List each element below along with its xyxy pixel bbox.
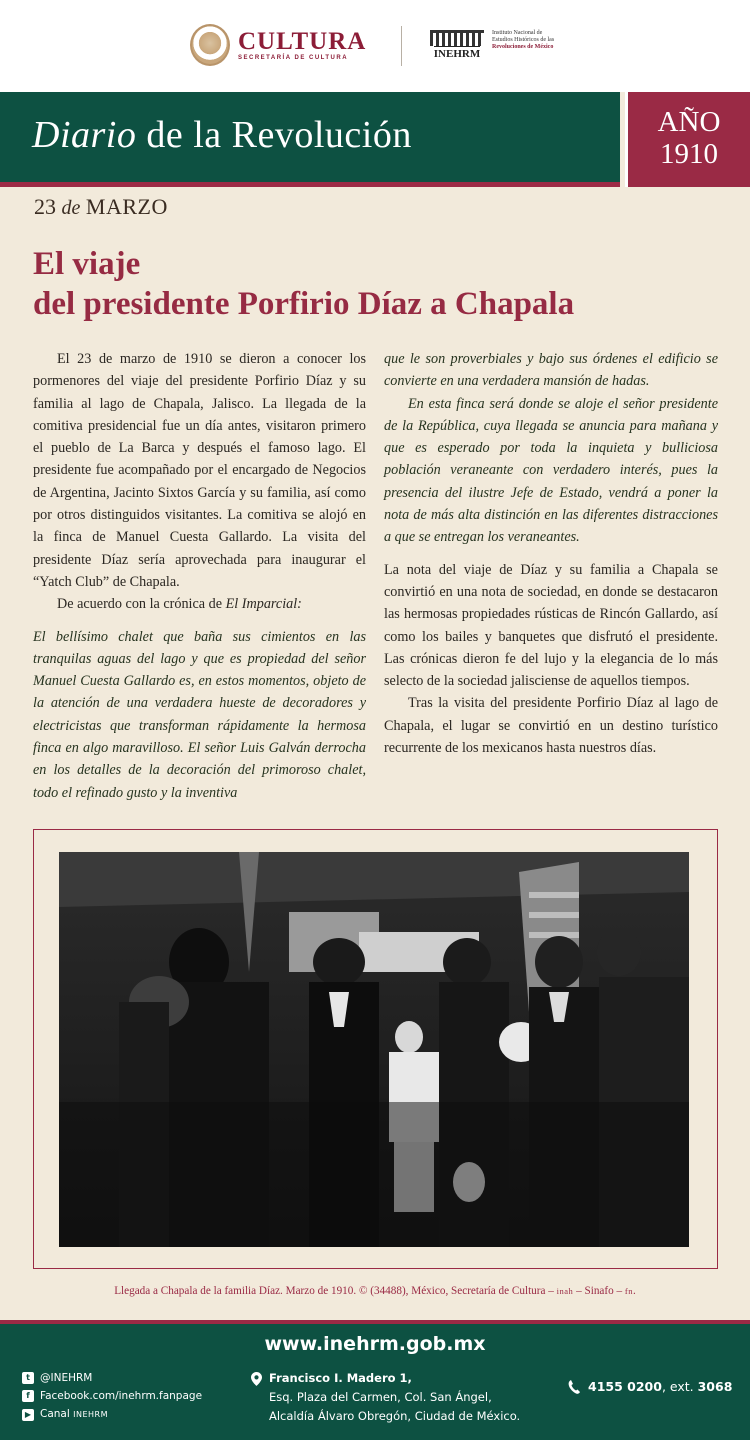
historic-photo — [59, 852, 689, 1247]
twitter-link[interactable]: t @INEHRM — [22, 1369, 202, 1387]
headline-line2: del presidente Porfirio Díaz a Chapala — [33, 286, 575, 322]
paragraph: El 23 de marzo de 1910 se dieron a conocer los pormenores del viaje del presidente Porfirio Díaz y su familia al lago de Chapala, Jalisco. La llegada de la comitiva presidencial fue un día antes, visitaron primero el pueblo de La Barca y después el famoso lago. El presidente fue acompañado por el encargado de Negocios de Argentina, Jacinto Sixtos García y su familia, así como por otros distinguidos visitantes. La comitiva se alojó en la finca de Manuel Cuesta Gallardo. La visita del presidente Díaz sería aprovechada para inaugurar el “Yatch Club” de Chapala. — [33, 351, 366, 590]
source-title: El Imparcial: — [225, 596, 302, 613]
social-links — [22, 1369, 202, 1424]
headline-line1: El viaje — [33, 246, 141, 282]
address-line3: Alcaldía Álvaro Obregón, Ciudad de México. — [269, 1409, 521, 1423]
cultura-title: CULTURA — [238, 28, 367, 55]
header-logos — [0, 0, 750, 92]
phone-contact[interactable]: 4155 0200, ext. 3068 — [568, 1379, 732, 1394]
phone-icon — [568, 1380, 580, 1394]
cultura-logo[interactable] — [190, 24, 366, 66]
article-column-left — [33, 348, 366, 804]
youtube-icon: ▶ — [22, 1409, 34, 1421]
date-day: 23 — [34, 194, 56, 219]
paragraph: De acuerdo con la crónica de El Imparcial: — [57, 596, 302, 613]
quote-paragraph: El bellísimo chalet que baña sus cimientos en las tranquilas aguas del lago y que es propiedad del señor Manuel Cuesta Gallardo es, en estos momentos, objeto de la atención de una verdadera hueste de decoradores y electricistas que transforman rápidamente la hermosa finca en algo maravilloso. El señor Luis Galván derrocha en los detalles de la decoración del primoroso chalet, todo el refinado gusto y la inventiva — [33, 628, 366, 801]
address — [251, 1369, 520, 1426]
logo-divider — [401, 26, 402, 66]
twitter-icon: t — [22, 1372, 34, 1384]
facebook-link[interactable]: f Facebook.com/inehrm.fanpage — [22, 1387, 202, 1405]
paragraph: Tras la visita del presidente Porfirio Díaz al lago de Chapala, el lugar se convirtió en un destino turístico recurrente de los mexicanos hasta nuestros días. — [384, 695, 718, 757]
quote-paragraph: En esta finca será donde se aloje el señor presidente de la República, cuya llegada se anuncia para mañana y que es esperado por toda la inquieta y bulliciosa población veraneante con verdadero interés, pues la presencia del ilustre Jefe de Estado, vendrá a poner la nota de más alta distinción en las diferentes distracciones a que se entregan los veraneantes. — [384, 395, 718, 546]
location-pin-icon — [251, 1372, 262, 1386]
headline — [33, 244, 574, 324]
date-de: de — [61, 197, 81, 219]
title-band-stripe — [0, 182, 620, 187]
article-column-right — [384, 348, 718, 759]
cultura-subtitle: SECRETARÍA DE CULTURA — [238, 55, 349, 61]
quote-paragraph: que le son proverbiales y bajo sus órdenes el edificio se convierte en una verdadera mansión de hadas. — [384, 351, 718, 390]
article-date — [34, 194, 168, 220]
address-line2: Esq. Plaza del Carmen, Col. San Ángel, — [269, 1390, 492, 1404]
mexico-seal-icon — [190, 24, 230, 66]
inehrm-logo[interactable] — [428, 30, 572, 62]
year-label: AÑO — [657, 106, 721, 138]
footer-stripe — [0, 1320, 750, 1324]
inehrm-name: INEHRM — [433, 48, 481, 60]
website-link[interactable]: www.inehrm.gob.mx — [264, 1333, 486, 1355]
youtube-link[interactable]: ▶ Canal INEHRM — [22, 1405, 202, 1424]
date-month: MARZO — [85, 194, 168, 219]
year-value: 1910 — [660, 138, 718, 170]
inehrm-building-icon — [430, 30, 484, 46]
publication-title: Diario de la Revolución — [32, 114, 412, 156]
inehrm-description: Instituto Nacional de Estudios Históricos de las Revoluciones de México — [492, 30, 555, 50]
photo-caption: Llegada a Chapala de la familia Díaz. Marzo de 1910. © (34488), México, Secretaría de Cultura – inah – Sinafo – fn. — [114, 1285, 636, 1297]
year-box — [625, 92, 750, 187]
address-street: Francisco I. Madero 1, — [269, 1371, 412, 1385]
paragraph: La nota del viaje de Díaz y su familia a Chapala se convirtió en una nota de sociedad, en donde se destacaron las hermosas propiedades rústicas de Rincón Gallardo, así como los bailes y banquetes que disfrutó el presidente. Las crónicas dieron fe del lujo y la elegancia de lo más selecto de la sociedad jalisciense de aquellos tiempos. — [384, 561, 718, 690]
facebook-icon: f — [22, 1390, 34, 1402]
